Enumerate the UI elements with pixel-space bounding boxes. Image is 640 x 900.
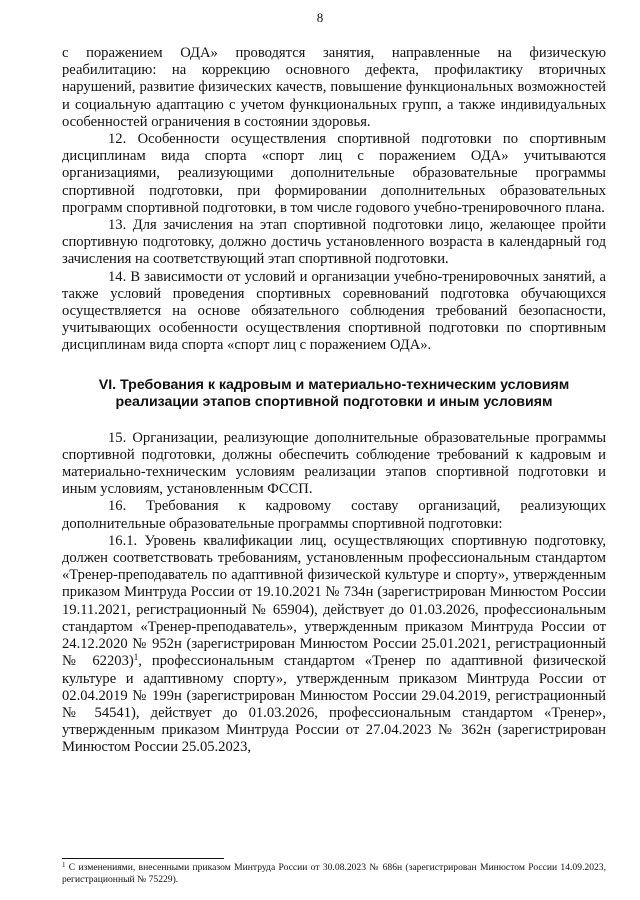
paragraph-16-1	[62, 533, 606, 757]
section-heading: VI. Требования к кадровым и материально-техническим условиям реализации этапов спортивной подготовки и иным условиям	[98, 376, 570, 411]
paragraph-12: 12. Особенности осуществления спортивной подготовки по спортивным дисциплинам вида спорта «спорт лиц с поражением ОДА» учитываются организациями, реализующими дополнительные образовательные программы спортивной подготовки, при формировании дополнительных образовательных программ спортивной подготовки, в том числе годового учебно-тренировочного плана.	[62, 131, 606, 216]
footnote-mark: 1	[62, 861, 66, 869]
paragraph-16-1-part2: , профессиональным стандартом «Тренер по адаптивной физической культуре и адаптивному спорту», утвержденным приказом Минтруда России от 02.04.2019 № 199н (зарегистрирован Минюстом России 29.04.2019, регистрационный № 54541), действует до 01.03.2026, профессиональным стандартом «Тренер», утвержденным приказом Минтруда России от 27.04.2023 № 362н (зарегистрирован Минюстом России 25.05.2023,	[62, 653, 606, 756]
body-text	[62, 45, 606, 757]
paragraph-16: 16. Требования к кадровому составу организаций, реализующих дополнительные образовательные программы спортивной подготовки:	[62, 498, 606, 532]
paragraph-14: 14. В зависимости от условий и организации учебно-тренировочных занятий, а также условий проведения спортивных соревнований подготовка обучающихся осуществляется на основе обязательного соблюдения требований безопасности, учитывающих особенности осуществления спортивной подготовки по спортивным дисциплинам вида спорта «спорт лиц с поражением ОДА».	[62, 268, 606, 354]
paragraph-continuation: с поражением ОДА» проводятся занятия, направленные на физическую реабилитацию: на коррекцию основного дефекта, профилактику вторичных нарушений, развитие физических качеств, повышение функциональных возможностей и социальную адаптацию с учетом функциональных групп, а также индивидуальных особенностей ограничения в состоянии здоровья.	[62, 45, 606, 130]
footnote	[62, 862, 606, 886]
footnote-text: С изменениями, внесенными приказом Минтруда России от 30.08.2023 № 686н (зарегистрирован Минюстом России 14.09.2023, регистрационный № 75229).	[62, 862, 606, 885]
footnote-separator	[62, 858, 224, 859]
paragraph-13: 13. Для зачисления на этап спортивной подготовки лицо, желающее пройти спортивную подготовку, должно достичь установленного возраста в календарный год зачисления на соответствующий этап спортивной подготовки.	[62, 217, 606, 268]
paragraph-16-1-part1: 16.1. Уровень квалификации лиц, осуществляющих спортивную подготовку, должен соответствовать требованиям, установленным профессиональным стандартом «Тренер-преподаватель по адаптивной физической культуре и спорту», утвержденным приказом Минтруда России от 19.10.2021 № 734н (зарегистрирован Минюстом России 19.11.2021, регистрационный № 65904), действует до 01.03.2026, профессиональным стандартом «Тренер-преподаватель», утвержденным приказом Минтруда России от 24.12.2020 № 952н (зарегистрирован Минюстом России 25.01.2021, регистрационный № 62203)	[62, 532, 606, 670]
footnote-reference: 1	[133, 652, 139, 663]
paragraph-15: 15. Организации, реализующие дополнительные образовательные программы спортивной подготовки, должны обеспечить соблюдение требований к кадровым и материально-техническим условиям реализации этапов спортивной подготовки и иным условиям, установленным ФССП.	[62, 429, 606, 498]
page-number: 8	[316, 10, 324, 25]
